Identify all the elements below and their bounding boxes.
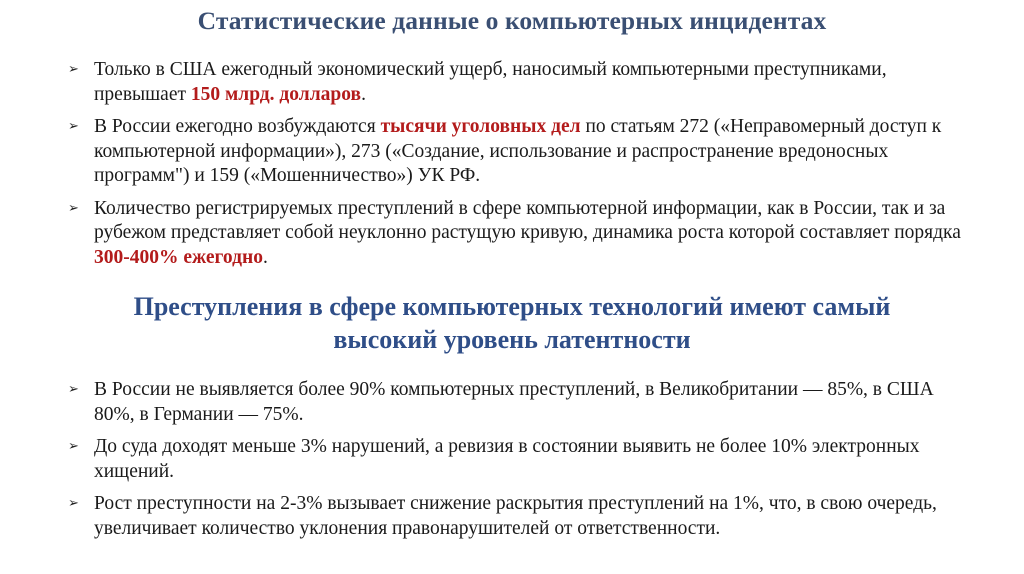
section-subheading [40, 290, 984, 356]
list-item [68, 492, 973, 541]
highlight-text: тысячи уголовных дел [380, 116, 581, 137]
list-item [68, 378, 973, 427]
item-text: В России ежегодно возбуждаются [94, 116, 381, 137]
slide-title: Статистические данные о компьютерных инцидентах [197, 6, 827, 35]
subheading-line-1: Преступления в сфере компьютерных технологий имеют самый [133, 292, 891, 321]
item-text: Только в США ежегодный экономический ущерб, наносимый компьютерными преступниками, превышает [94, 59, 887, 105]
highlight-text: 300-400% ежегодно [94, 246, 263, 268]
item-text: В России не выявляется более 90% компьютерных преступлений, в Великобритании — 85%, в США 80%, в Германии — 75%. [94, 379, 934, 425]
list-item [68, 58, 973, 107]
item-text: Рост преступности на 2-3% вызывает снижение раскрытия преступлений на 1%, что, в свою очередь, увеличивает количество уклонения правонарушителей от ответственности. [94, 493, 937, 539]
list-item [68, 115, 973, 189]
item-text: До суда доходят меньше 3% нарушений, а ревизия в состоянии выявить не более 10% электронных хищений. [94, 436, 920, 482]
arrow-bullet-icon: ➢ [68, 119, 79, 134]
item-text-end: по статьям 272 («Неправомерный доступ к компьютерной информации»), 273 («Создание, использование и распространение вредоносных программ") и 159 («Мошенничество») УК РФ. [94, 116, 942, 186]
latency-list [68, 378, 973, 549]
arrow-bullet-icon: ➢ [68, 62, 79, 77]
list-item [68, 435, 973, 484]
statistics-list [68, 58, 973, 278]
arrow-bullet-icon: ➢ [68, 439, 79, 454]
arrow-bullet-icon: ➢ [68, 382, 79, 397]
list-item [68, 197, 973, 271]
item-text-end: . [361, 83, 366, 105]
item-text-end: . [262, 246, 268, 268]
arrow-bullet-icon: ➢ [68, 496, 79, 511]
item-text: Количество регистрируемых преступлений в сфере компьютерной информации, как в России, так и за рубежом представляет собой неуклонно растущую кривую, динамика роста которой составляет порядка [94, 197, 961, 243]
highlight-text: 150 млрд. долларов [190, 83, 362, 105]
subheading-line-2: высокий уровень латентности [333, 325, 691, 354]
arrow-bullet-icon: ➢ [68, 200, 79, 216]
